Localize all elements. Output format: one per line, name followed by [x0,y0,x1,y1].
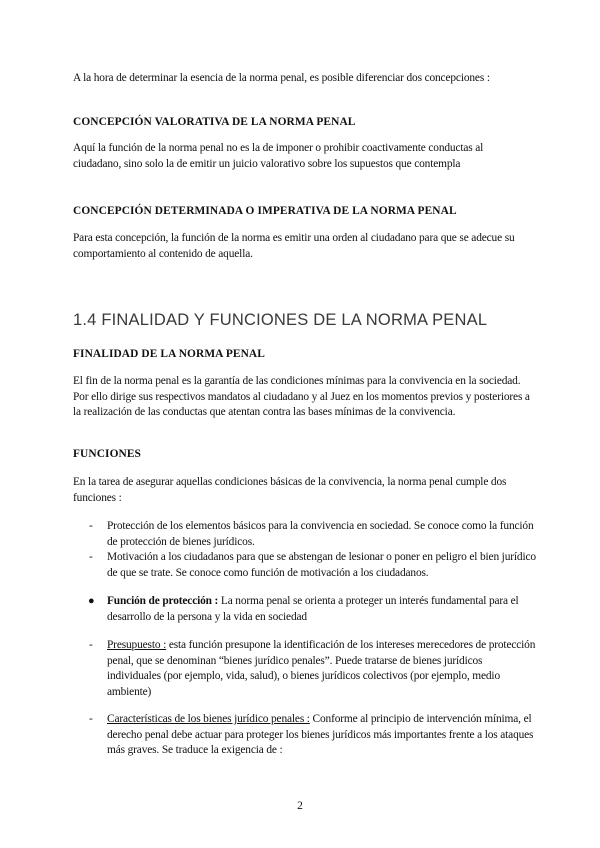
paragraph-concepcion-valorativa: Aquí la función de la norma penal no es la de imponer o prohibir coactivamente conductas al ciudadano, sino solo la de emitir un juicio valorativo sobre los supuestos que contempla [73,142,484,170]
page-number: 2 [297,800,303,812]
paragraph-funciones-intro: En la tarea de asegurar aquellas condiciones básicas de la convivencia, la norma penal cumple dos funciones : [73,476,507,504]
list-dash: - [89,520,93,532]
paragraph-concepcion-imperativa: Para esta concepción, la función de la norma es emitir una orden al ciudadano para que se adecue su comportamiento al contenido de aquella. [73,232,515,260]
bullet-icon: ● [88,595,95,607]
caracteristicas-text: Conforme al principio de intervención mínima, el derecho penal debe actuar para proteger los bienes jurídicos más importantes frente a los ataques más graves. Se traduce la exigencia de : [107,713,534,756]
paragraph-presupuesto [107,638,537,700]
heading-concepcion-valorativa: CONCEPCIÓN VALORATIVA DE LA NORMA PENAL [73,116,356,128]
caracteristicas-label: Características de los bienes jurídico penales : [107,713,310,725]
heading-funciones: FUNCIONES [73,448,141,460]
list-item-proteccion: Protección de los elementos básicos para la convivencia en sociedad. Se conoce como la función de protección de bienes jurídicos. [107,520,534,548]
list-dash: - [89,713,93,725]
list-dash: - [89,639,93,651]
paragraph-caracteristicas [107,712,537,759]
funcion-proteccion-text: La norma penal se orienta a proteger un interés fundamental para el desarrollo de la persona y la vida en sociedad [107,595,519,623]
funcion-proteccion-block [0,594,600,626]
intro-paragraph: A la hora de determinar la esencia de la norma penal, es posible diferenciar dos concepciones : [73,72,490,84]
section-title: 1.4 FINALIDAD Y FUNCIONES DE LA NORMA PENAL [73,311,488,329]
heading-concepcion-imperativa: CONCEPCIÓN DETERMINADA O IMPERATIVA DE LA NORMA PENAL [73,205,457,217]
paragraph-funcion-proteccion [107,594,537,625]
presupuesto-text: esta función presupone la identificación de los intereses merecedores de protección penal, que se denominan “bienes jurídico penales”. Puede tratarse de bienes jurídicos individuales (por ejemplo, vida, salud), o bienes jurídicos colectivos (por ejemplo, medio ambiente) [107,639,536,698]
list-item-motivacion: Motivación a los ciudadanos para que se abstengan de lesionar o poner en peligro el bien jurídico de que se trate. Se conoce como función de motivación a los ciudadanos. [107,551,536,579]
heading-finalidad: FINALIDAD DE LA NORMA PENAL [73,348,265,360]
funcion-proteccion-label: Función de protección : [107,595,219,607]
presupuesto-label: Presupuesto : [107,639,167,651]
list-dash: - [89,551,93,563]
paragraph-finalidad: El fin de la norma penal es la garantía de las condiciones mínimas para la convivencia en la sociedad. Por ello dirige sus respectivos mandatos al ciudadano y al Juez en los momentos previos y posteriores a la realización de las conductas que atentan contra las bases mínimas de la convivencia. [73,375,530,418]
